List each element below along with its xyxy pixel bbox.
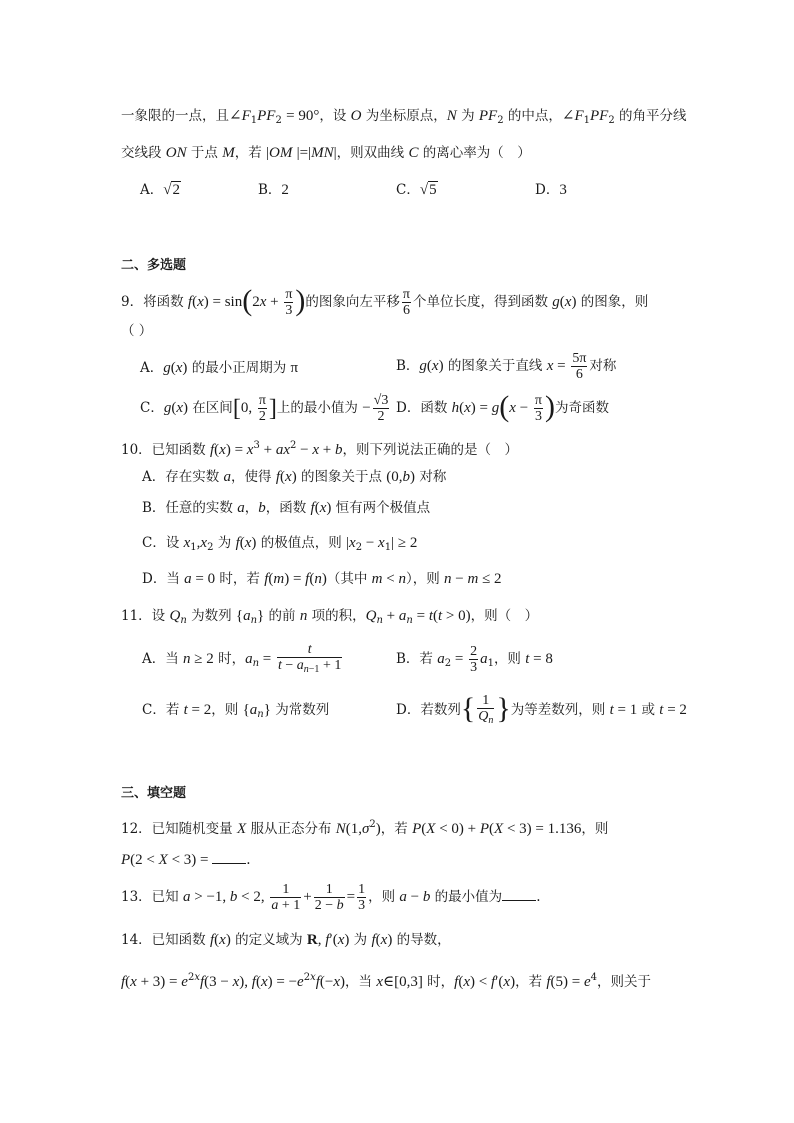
q11-option-d: D．若数列{ $\frac{1}{Q_n}$ }为等差数列，则 t = 1 或 t = 2 bbox=[396, 691, 687, 726]
q12-line-2: P(2 < X < 3) = . bbox=[121, 852, 251, 868]
q14-line-1: 14．已知函数 f(x) 的定义域为 R, f′(x) 为 f(x) 的导数， bbox=[121, 932, 451, 948]
q9-paren: （ ） bbox=[121, 323, 153, 339]
q13-answer-blank[interactable] bbox=[502, 887, 536, 901]
q11-option-b: B．若 $a_2$ = $\frac{2}{3}$ $a_1$，则 t = 8 bbox=[396, 644, 553, 675]
q9-stem: 9．将函数 f(x) = sin(2x + $\frac{\pi}{3}$ )的图象向左平移 $\frac{\pi}{6}$ 个单位长度，得到函数 g(x) 的图象，则 bbox=[121, 283, 649, 318]
q14-line-2: $f(x + 3) = e^{2x}f(3 - x)$, $f(x) = -e^{2x}f(-x)$，当 x∈[0,3] 时，f(x) < f′(x)，若 $f(5) = e^4$，则关于 bbox=[121, 972, 652, 990]
q13-line: 13．已知 a > −1, b < 2, $\frac{1}{a + 1}$ + $\frac{1}{2 - b}$ = $\frac{1}{3}$ ，则 a − b 的最小值为 . bbox=[121, 882, 541, 913]
q11-option-a: A．当 n ≥ 2 时，$a_n$ = $\frac{t}{t - a_{n-1} + 1}$ bbox=[142, 642, 342, 675]
q9-option-b: B．g(x) 的图象关于直线 x = $\frac{5\pi}{6}$ 对称 bbox=[396, 351, 617, 382]
q8-option-c: C．√5 bbox=[396, 182, 437, 198]
q8-option-b: B．2 bbox=[258, 182, 289, 198]
q8-line-2: 交线段 ON 于点 M，若 |OM |=|MN|，则双曲线 C 的离心率为（ ） bbox=[121, 145, 531, 161]
q8-option-a: A．√2 bbox=[140, 182, 180, 198]
q10-option-d: D．当 a = 0 时，若 f(m) = f(n)（其中 m < n），则 n − m ≤ 2 bbox=[142, 571, 502, 587]
section-title-fill-in-blank: 三、填空题 bbox=[121, 786, 187, 801]
q8-line-1: 一象限的一点，且$\angle F_1PF_2 = 90^\circ$，设 O 为坐标原点，N 为 $PF_2$ 的中点，$\angle F_1PF_2$ 的角平分线 bbox=[121, 108, 687, 126]
q11-option-c: C．若 t = 2，则 $\{a_n\}$ 为常数列 bbox=[142, 702, 330, 720]
q8-option-d: D．3 bbox=[535, 182, 567, 198]
q10-option-a: A．存在实数 a，使得 f(x) 的图象关于点 (0,b) 对称 bbox=[142, 469, 447, 485]
q12-answer-blank[interactable] bbox=[212, 850, 246, 864]
q9-option-c: C．g(x) 在区间[0, $\frac{\pi}{2}$ ]上的最小值为 − $\frac{√3}{2}$ bbox=[140, 393, 389, 424]
q10-option-b: B．任意的实数 a，b，函数 f(x) 恒有两个极值点 bbox=[142, 500, 431, 516]
q10-option-c: C．设 $x_1,x_2$ 为 f(x) 的极值点，则 $|x_2 - x_1| \ge 2$ bbox=[142, 535, 418, 553]
q10-stem: 10．已知函数 $f(x) = x^3 + ax^2 - x + b$，则下列说法正确的是（ ） bbox=[121, 440, 518, 458]
q9-option-d: D．函数 h(x) = g(x − $\frac{\pi}{3}$ )为奇函数 bbox=[396, 389, 609, 424]
q12-line-1: 12．已知随机变量 X 服从正态分布 $N(1,\sigma^2)$，若 P(X < 0) + P(X < 3) = 1.136，则 bbox=[121, 819, 609, 837]
q11-stem: 11．设 $Q_n$ 为数列 $\{a_n\}$ 的前 n 项的积，$Q_n + a_n = t(t > 0)$，则（ ） bbox=[121, 608, 539, 626]
q9-option-a: A．g(x) 的最小正周期为 π bbox=[140, 360, 299, 376]
section-title-multiple-choice: 二、多选题 bbox=[121, 258, 187, 273]
